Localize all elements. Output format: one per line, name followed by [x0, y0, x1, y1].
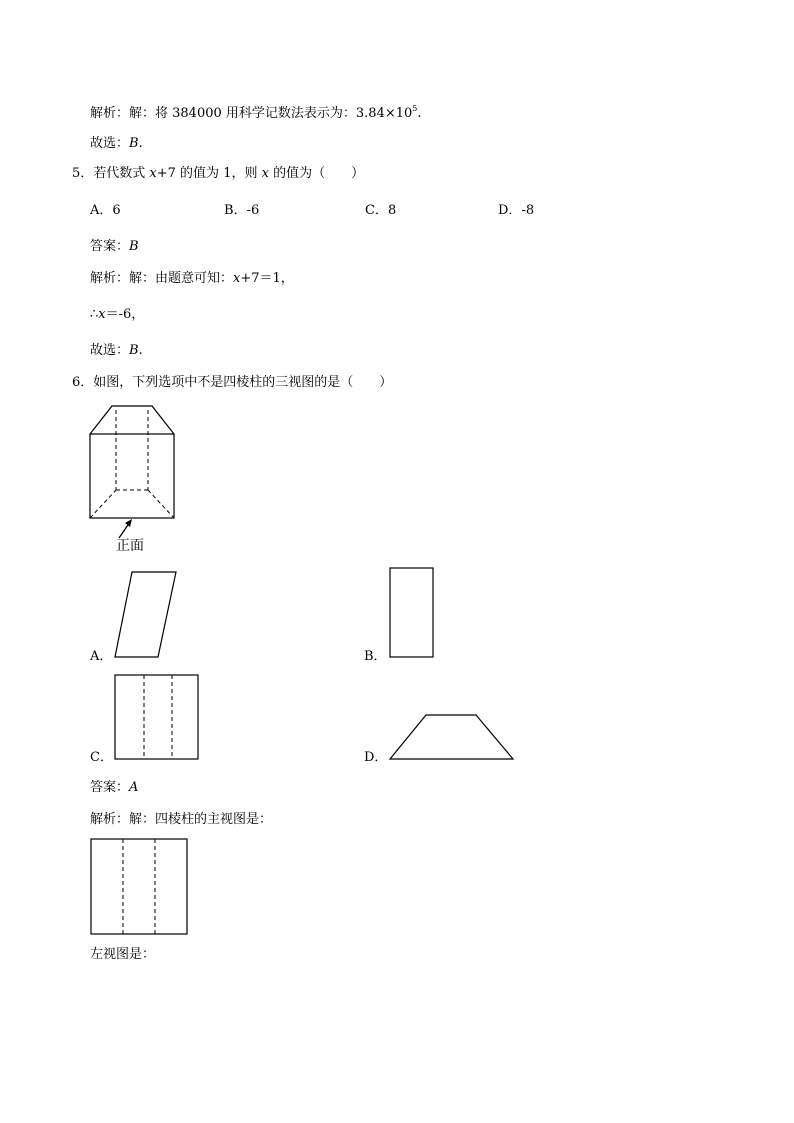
q5-option-d[interactable]: D．-8	[498, 203, 535, 218]
q6-analysis: 解析：解：四棱柱的主视图是：	[90, 812, 273, 827]
main-view-figure	[89, 837, 191, 937]
option-a-figure[interactable]	[112, 570, 180, 660]
q5-answer: 答案：B	[90, 239, 139, 254]
front-label: 正面	[116, 538, 144, 554]
q6-option-c-label[interactable]: C．	[90, 750, 113, 765]
q5-step: ∴x＝-6，	[90, 307, 145, 322]
q5-option-c[interactable]: C．8	[365, 203, 397, 218]
q6-option-b-label[interactable]: B．	[364, 649, 387, 664]
q5-analysis: 解析：解：由题意可知：x+7＝1，	[90, 271, 294, 286]
q6-left-view-text: 左视图是：	[90, 947, 156, 962]
q6-option-a-label[interactable]: A．	[90, 649, 113, 664]
q4-choice: 故选：B.	[90, 136, 143, 151]
prism-figure	[86, 402, 182, 524]
option-d-figure[interactable]	[388, 712, 516, 762]
q5-choice: 故选：B.	[90, 343, 143, 358]
q5-stem: 5．若代数式 x+7 的值为 1，则 x 的值为（ ）	[72, 166, 365, 181]
q6-answer: 答案：A	[90, 780, 139, 795]
q5-option-a[interactable]: A．6	[90, 203, 121, 218]
option-c-figure[interactable]	[113, 673, 201, 763]
q4-analysis: 解析：解：将 384000 用科学记数法表示为：$3.84\times 10^5$.	[90, 104, 422, 121]
exponent: 5	[412, 104, 418, 113]
q6-option-d-label[interactable]: D．	[364, 750, 388, 765]
q5-option-b[interactable]: B．-6	[224, 203, 260, 218]
q6-stem: 6．如图，下列选项中不是四棱柱的三视图的是（ ）	[72, 375, 393, 390]
option-b-figure[interactable]	[388, 567, 436, 660]
front-arrow-icon	[116, 518, 136, 540]
